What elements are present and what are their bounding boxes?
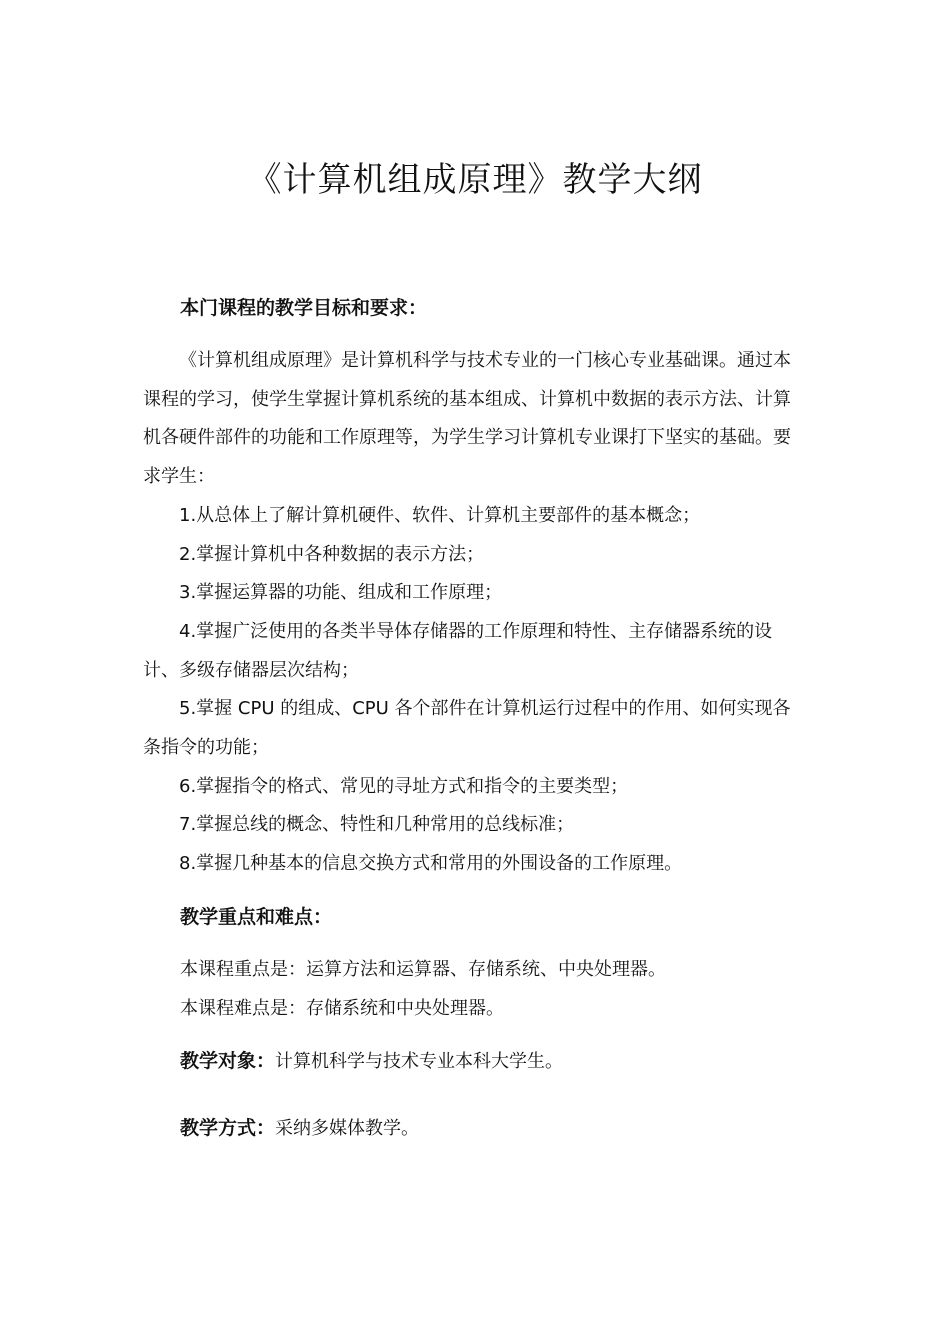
audience-label: 教学对象： xyxy=(180,1050,276,1072)
page-title: 《计算机组成原理》教学大纲 xyxy=(247,160,703,200)
key-points-heading: 教学重点和难点： xyxy=(180,906,333,928)
audience-value: 计算机科学与技术专业本科大学生。 xyxy=(275,1051,564,1072)
key-points-difficulty: 本课程难点是：存储系统和中央处理器。 xyxy=(180,998,504,1019)
method-line xyxy=(180,1113,419,1144)
objectives-body xyxy=(143,342,808,884)
objective-item-8: 8.掌握几种基本的信息交换方式和常用的外围设备的工作原理。 xyxy=(179,853,683,875)
objective-item-2: 2.掌握计算机中各种数据的表示方法； xyxy=(179,543,485,565)
objective-item-1: 1.从总体上了解计算机硬件、软件、计算机主要部件的基本概念； xyxy=(179,504,701,526)
objective-item-7: 7.掌握总线的概念、特性和几种常用的总线标准； xyxy=(179,814,575,836)
objectives-intro: 《计算机组成原理》是计算机科学与技术专业的一门核心专业基础课。通过本课程的学习，使学生掌握计算机系统的基本组成、计算机中数据的表示方法、计算机各硬件部件的功能和工作原理等，为学生学习计算机专业课打下坚实的基础。要求学生： xyxy=(143,350,791,488)
key-points-focus: 本课程重点是：运算方法和运算器、存储系统、中央处理器。 xyxy=(180,959,666,980)
objective-item-3: 3.掌握运算器的功能、组成和工作原理； xyxy=(179,582,503,604)
objective-item-6: 6.掌握指令的格式、常见的寻址方式和指令的主要类型； xyxy=(179,775,629,797)
objective-item-5: 5.掌握 CPU 的组成、CPU 各个部件在计算机运行过程中的作用、如何实现各条指令的功能； xyxy=(143,698,791,759)
method-label: 教学方式： xyxy=(180,1117,276,1139)
objective-item-4: 4.掌握广泛使用的各类半导体存储器的工作原理和特性、主存储器系统的设计、多级存储器层次结构； xyxy=(143,620,773,681)
method-value: 采纳多媒体教学。 xyxy=(275,1118,420,1139)
audience-line xyxy=(180,1046,563,1077)
objectives-heading: 本门课程的教学目标和要求： xyxy=(180,297,428,319)
